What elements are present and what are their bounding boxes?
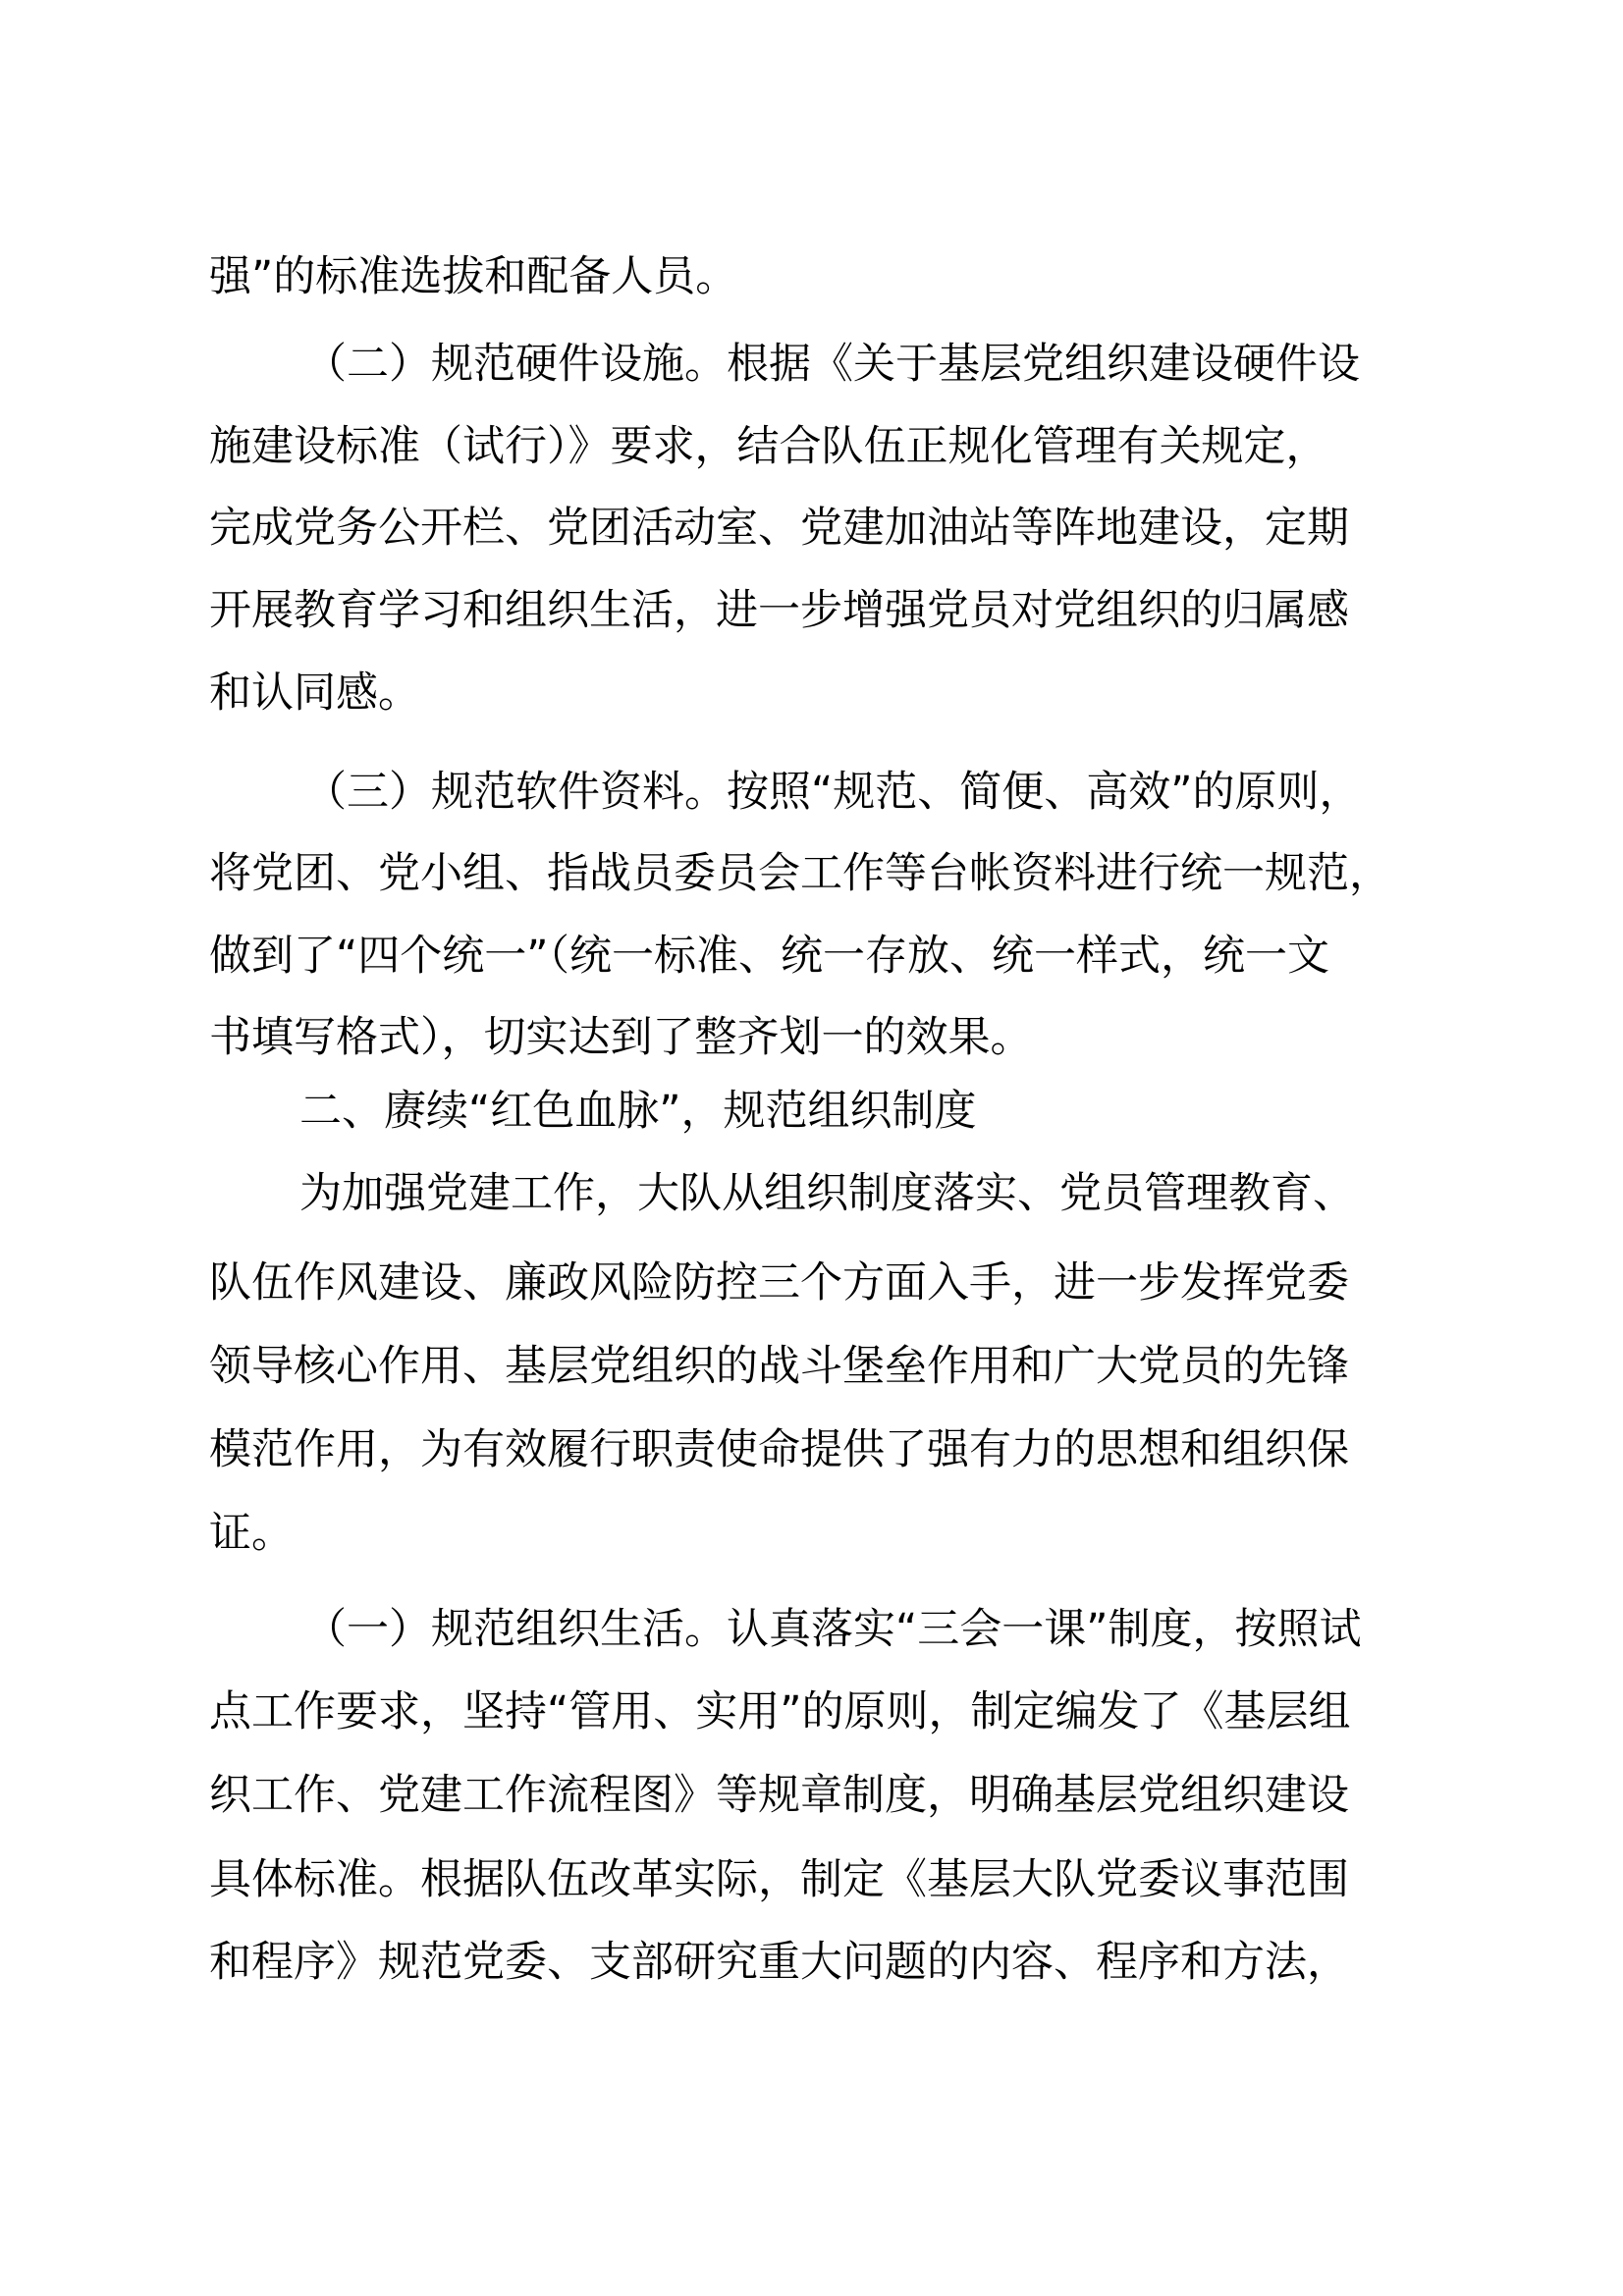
text-line: 书填写格式），切实达到了整齐划一的效果。 <box>209 1013 1033 1062</box>
text-line: （二）规范硬件设施。根据《关于基层党组织建设硬件设 <box>304 340 1360 389</box>
text-line: 证。 <box>209 1509 294 1558</box>
text-line: 做到了“四个统一”（统一标准、统一存放、统一样式，统一文 <box>209 932 1330 981</box>
text-line: 为加强党建工作，大队从组织制度落实、党员管理教育、 <box>299 1169 1355 1218</box>
text-line: 施建设标准（试行）》要求，结合队伍正规化管理有关规定， <box>209 422 1328 471</box>
text-line: 模范作用，为有效履行职责使命提供了强有力的思想和组织保 <box>209 1425 1349 1474</box>
text-line: 完成党务公开栏、党团活动室、党建加油站等阵地建设，定期 <box>209 504 1349 553</box>
text-line: （一）规范组织生活。认真落实“三会一课”制度，按照试 <box>304 1605 1362 1654</box>
text-line: 将党团、党小组、指战员委员会工作等台帐资料进行统一规范， <box>209 849 1391 898</box>
text-line: 具体标准。根据队伍改革实际，制定《基层大队党委议事范围 <box>209 1855 1349 1904</box>
text-line: 队伍作风建设、廉政风险防控三个方面入手，进一步发挥党委 <box>209 1258 1349 1308</box>
text-line: 开展教育学习和组织生活，进一步增强党员对党组织的归属感 <box>209 586 1349 635</box>
text-line: 和程序》规范党委、支部研究重大问题的内容、程序和方法， <box>209 1938 1349 1987</box>
section-heading: 二、赓续“红色血脉”，规范组织制度 <box>299 1087 977 1136</box>
text-line: 强”的标准选拔和配备人员。 <box>209 252 738 301</box>
text-line: （三）规范软件资料。按照“规范、简便、高效”的原则， <box>304 768 1362 817</box>
text-line: 织工作、党建工作流程图》等规章制度，明确基层党组织建设 <box>209 1771 1349 1820</box>
text-line: 和认同感。 <box>209 668 420 718</box>
text-line: 领导核心作用、基层党组织的战斗堡垒作用和广大党员的先锋 <box>209 1342 1349 1391</box>
text-line: 点工作要求，坚持“管用、实用”的原则，制定编发了《基层组 <box>209 1687 1351 1736</box>
